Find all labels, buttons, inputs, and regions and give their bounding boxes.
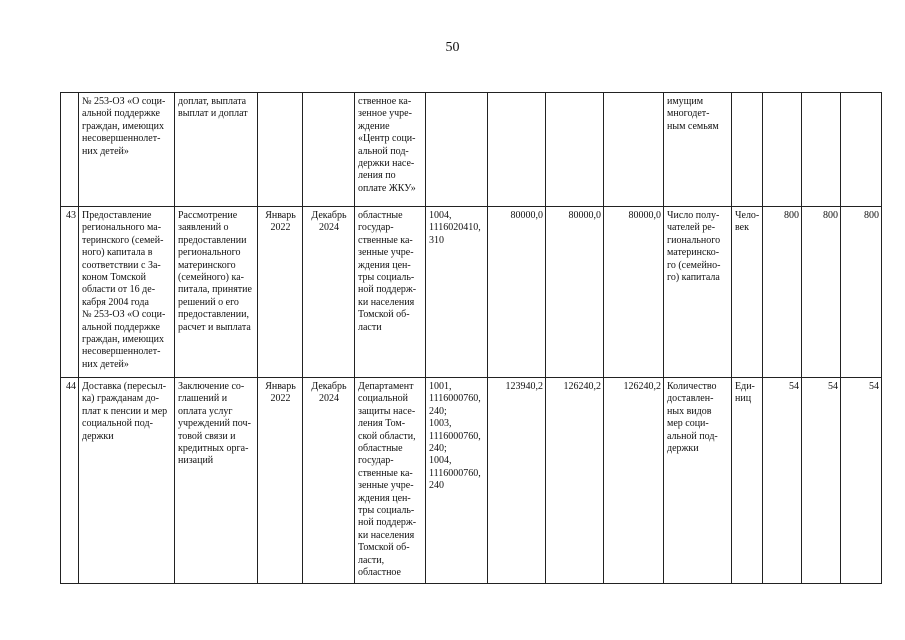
cell-text-line: Томской об- — [358, 309, 410, 321]
executor-cell — [355, 93, 426, 207]
cell-text: 800 — [784, 210, 799, 221]
indicator-2022-cell — [763, 378, 802, 584]
cell-text-line: зенные учре- — [358, 480, 414, 492]
cell-text-line: ждение — [358, 120, 390, 132]
cell-text: 54 — [869, 381, 879, 392]
cell-text-line: 1004, — [429, 210, 452, 221]
indicator-2023-cell — [802, 207, 841, 378]
cell-text-line: решений о его — [178, 296, 239, 308]
cell-text-line: выплат и доплат — [178, 108, 248, 120]
unit-cell — [732, 93, 763, 207]
executor-cell — [355, 378, 426, 584]
cell-text-line: ка) гражданам до- — [82, 393, 159, 405]
cell-text-line: материнско- — [667, 247, 720, 259]
cell-text-line: го (семейно- — [667, 259, 721, 271]
cell-text-line: предоставлении — [178, 234, 247, 246]
cell-text-line: «Центр соци- — [358, 133, 416, 145]
row-number-cell — [61, 378, 79, 584]
cell-text-line: предоставлении, — [178, 309, 249, 321]
cell-text-line: них детей» — [82, 358, 129, 370]
funding-2022-cell — [488, 378, 546, 584]
cell-text-line: ждения цен- — [358, 492, 411, 504]
cell-text-line: области от 16 де- — [82, 284, 156, 296]
cell-text: 43 — [66, 210, 76, 221]
cell-text-line: 1116000760, — [429, 393, 481, 405]
cell-text-line: кредитных орга- — [178, 443, 249, 455]
indicator-2022-cell — [763, 93, 802, 207]
cell-text: 80000,0 — [510, 210, 543, 221]
indicator-2024-cell — [841, 378, 882, 584]
cell-text-line: Декабрь — [311, 210, 347, 221]
cell-text-line: зенные учре- — [358, 247, 414, 259]
cell-text-line: социальной — [358, 393, 408, 405]
cell-text-line: учреждений поч- — [178, 418, 251, 430]
cell-text-line: соответствии с За- — [82, 259, 161, 271]
cell-text-line: 1116020410, — [429, 222, 481, 234]
cell-text-line: век — [735, 222, 749, 234]
funding-2022-cell — [488, 207, 546, 378]
cell-text: 123940,2 — [505, 381, 543, 392]
cell-text-line: 1004, — [429, 455, 452, 467]
action-cell — [175, 207, 258, 378]
cell-text-line: 2024 — [319, 393, 339, 405]
cell-text-line: государ- — [358, 455, 394, 467]
cell-text: 44 — [66, 381, 76, 392]
cell-text: 800 — [823, 210, 838, 221]
cell-text-line: глашений и — [178, 393, 228, 405]
cell-text-line: альной под- — [667, 430, 718, 442]
executor-cell — [355, 207, 426, 378]
cell-text: 126240,2 — [623, 381, 661, 392]
cell-text-line: зенное учре- — [358, 108, 412, 120]
cell-text-line: плат к пенсии и мер — [82, 405, 168, 417]
start-date-cell — [258, 93, 303, 207]
action-cell — [175, 93, 258, 207]
cell-text-line: 1001, — [429, 381, 452, 392]
cell-text-line: расчет и выплата — [178, 321, 251, 333]
cell-text-line: № 253-ОЗ «О соци- — [82, 309, 166, 321]
cell-text-line: граждан, имеющих — [82, 334, 164, 346]
page-number: 50 — [445, 40, 460, 55]
cell-text-line: альной поддержке — [82, 321, 160, 333]
cell-text-line: Чело- — [735, 210, 760, 221]
cell-text-line: тры социаль- — [358, 272, 415, 284]
funding-2024-cell — [604, 378, 664, 584]
cell-text-line: регионального — [178, 247, 241, 259]
cell-text-line: Департамент — [358, 381, 414, 392]
cell-text-line: Доставка (пересыл- — [82, 381, 167, 392]
cell-text-line: ных видов — [667, 405, 712, 417]
cell-text-line: ниц — [735, 393, 752, 405]
cell-text-line: Заключение со- — [178, 381, 245, 392]
start-date-cell — [258, 207, 303, 378]
cell-text-line: регионального ма- — [82, 222, 162, 234]
indicator-2024-cell — [841, 207, 882, 378]
cell-text-line: кабря 2004 года — [82, 296, 149, 308]
cell-text-line: ской области, — [358, 430, 416, 442]
cell-text-line: № 253-ОЗ «О соци- — [82, 96, 166, 107]
cell-text-line: 2022 — [270, 393, 291, 405]
cell-text-line: граждан, имеющих — [82, 120, 164, 132]
cell-text-line: многодет- — [667, 108, 710, 120]
indicator-2023-cell — [802, 378, 841, 584]
cell-text-line: мер соци- — [667, 418, 709, 430]
cell-text-line: защиты насе- — [358, 405, 416, 417]
cell-text-line: альной поддержке — [82, 108, 160, 120]
cell-text-line: социальной под- — [82, 418, 153, 430]
cell-text-line: ждения цен- — [358, 259, 411, 271]
cell-text: 54 — [828, 381, 838, 392]
budget-code-cell — [426, 93, 488, 207]
cell-text-line: ным семьям — [667, 120, 719, 132]
cell-text-line: Рассмотрение — [178, 210, 238, 221]
cell-text-line: Еди- — [735, 381, 755, 392]
row-number-cell — [61, 93, 79, 207]
cell-text-line: оплата услуг — [178, 405, 233, 417]
cell-text-line: (семейного) ка- — [178, 272, 244, 284]
funding-2022-cell — [488, 93, 546, 207]
indicator-2022-cell — [763, 207, 802, 378]
start-date-cell — [258, 378, 303, 584]
funding-2024-cell — [604, 93, 664, 207]
cell-text-line: ной поддерж- — [358, 517, 417, 529]
cell-text-line: теринского (семей- — [82, 234, 164, 246]
measure-name-cell — [79, 93, 175, 207]
budget-code-cell — [426, 207, 488, 378]
cell-text-line: го) капитала — [667, 272, 720, 284]
cell-text-line: областные — [358, 443, 403, 455]
cell-text-line: ственное ка- — [358, 96, 412, 107]
cell-text-line: низаций — [178, 455, 214, 467]
cell-text-line: Январь — [265, 210, 296, 221]
measure-name-cell — [79, 207, 175, 378]
cell-text-line: 1116000760, — [429, 430, 481, 442]
funding-2023-cell — [546, 93, 604, 207]
cell-text-line: ного) капитала в — [82, 247, 153, 259]
cell-text-line: Предоставление — [82, 210, 152, 221]
cell-text-line: несовершеннолет- — [82, 346, 161, 358]
indicator-2024-cell — [841, 93, 882, 207]
cell-text-line: тры социаль- — [358, 505, 415, 517]
cell-text: 126240,2 — [563, 381, 601, 392]
cell-text-line: держки — [82, 430, 114, 442]
cell-text-line: гионального — [667, 234, 721, 246]
cell-text-line: областные — [358, 210, 403, 221]
cell-text-line: ласти — [358, 321, 382, 333]
cell-text-line: Декабрь — [311, 381, 347, 392]
cell-text-line: ления Том- — [358, 418, 406, 430]
cell-text-line: держки — [667, 443, 699, 455]
table-row — [61, 93, 882, 207]
cell-text: 80000,0 — [628, 210, 661, 221]
cell-text-line: них детей» — [82, 145, 129, 157]
program-table — [60, 92, 882, 584]
cell-text-line: ственные ка- — [358, 234, 413, 246]
indicator-name-cell — [664, 93, 732, 207]
cell-text-line: коном Томской — [82, 272, 146, 284]
budget-code-cell — [426, 378, 488, 584]
cell-text-line: чателей ре- — [667, 222, 716, 234]
cell-text-line: государ- — [358, 222, 394, 234]
row-number-cell — [61, 207, 79, 378]
table-row — [61, 378, 882, 584]
cell-text-line: ления по — [358, 170, 396, 182]
cell-text-line: держки насе- — [358, 158, 415, 170]
cell-text-line: ки населения — [358, 529, 415, 541]
cell-text-line: областное — [358, 567, 401, 579]
cell-text: 800 — [864, 210, 879, 221]
cell-text-line: оплате ЖКУ» — [358, 182, 416, 194]
cell-text-line: Число полу- — [667, 210, 720, 221]
funding-2024-cell — [604, 207, 664, 378]
end-date-cell — [303, 93, 355, 207]
cell-text-line: 1003, — [429, 418, 452, 430]
cell-text: 80000,0 — [568, 210, 601, 221]
indicator-name-cell — [664, 207, 732, 378]
cell-text-line: заявлений о — [178, 222, 229, 234]
cell-text-line: ственные ка- — [358, 467, 413, 479]
cell-text-line: 240; — [429, 443, 447, 455]
cell-text-line: Томской об- — [358, 542, 410, 554]
cell-text-line: 240; — [429, 405, 447, 417]
indicator-name-cell — [664, 378, 732, 584]
indicator-2023-cell — [802, 93, 841, 207]
cell-text-line: 1116000760, — [429, 467, 481, 479]
cell-text-line: ки населения — [358, 296, 415, 308]
cell-text-line: материнского — [178, 259, 236, 271]
cell-text-line: 2024 — [319, 222, 339, 234]
cell-text-line: 310 — [429, 234, 444, 246]
funding-2023-cell — [546, 378, 604, 584]
cell-text-line: 2022 — [270, 222, 291, 234]
unit-cell — [732, 207, 763, 378]
cell-text-line: имущим — [667, 96, 704, 107]
cell-text-line: несовершеннолет- — [82, 133, 161, 145]
end-date-cell — [303, 378, 355, 584]
unit-cell — [732, 378, 763, 584]
cell-text-line: Январь — [265, 381, 296, 392]
measure-name-cell — [79, 378, 175, 584]
cell-text-line: ласти, — [358, 554, 385, 566]
cell-text-line: Количество — [667, 381, 717, 392]
action-cell — [175, 378, 258, 584]
cell-text-line: товой связи и — [178, 430, 236, 442]
cell-text: 54 — [789, 381, 799, 392]
table-row — [61, 207, 882, 378]
cell-text-line: 240 — [429, 480, 444, 492]
cell-text-line: ной поддерж- — [358, 284, 417, 296]
end-date-cell — [303, 207, 355, 378]
cell-text-line: доставлен- — [667, 393, 714, 405]
cell-text-line: доплат, выплата — [178, 96, 247, 107]
cell-text-line: альной под- — [358, 145, 409, 157]
cell-text-line: питала, принятие — [178, 284, 252, 296]
funding-2023-cell — [546, 207, 604, 378]
